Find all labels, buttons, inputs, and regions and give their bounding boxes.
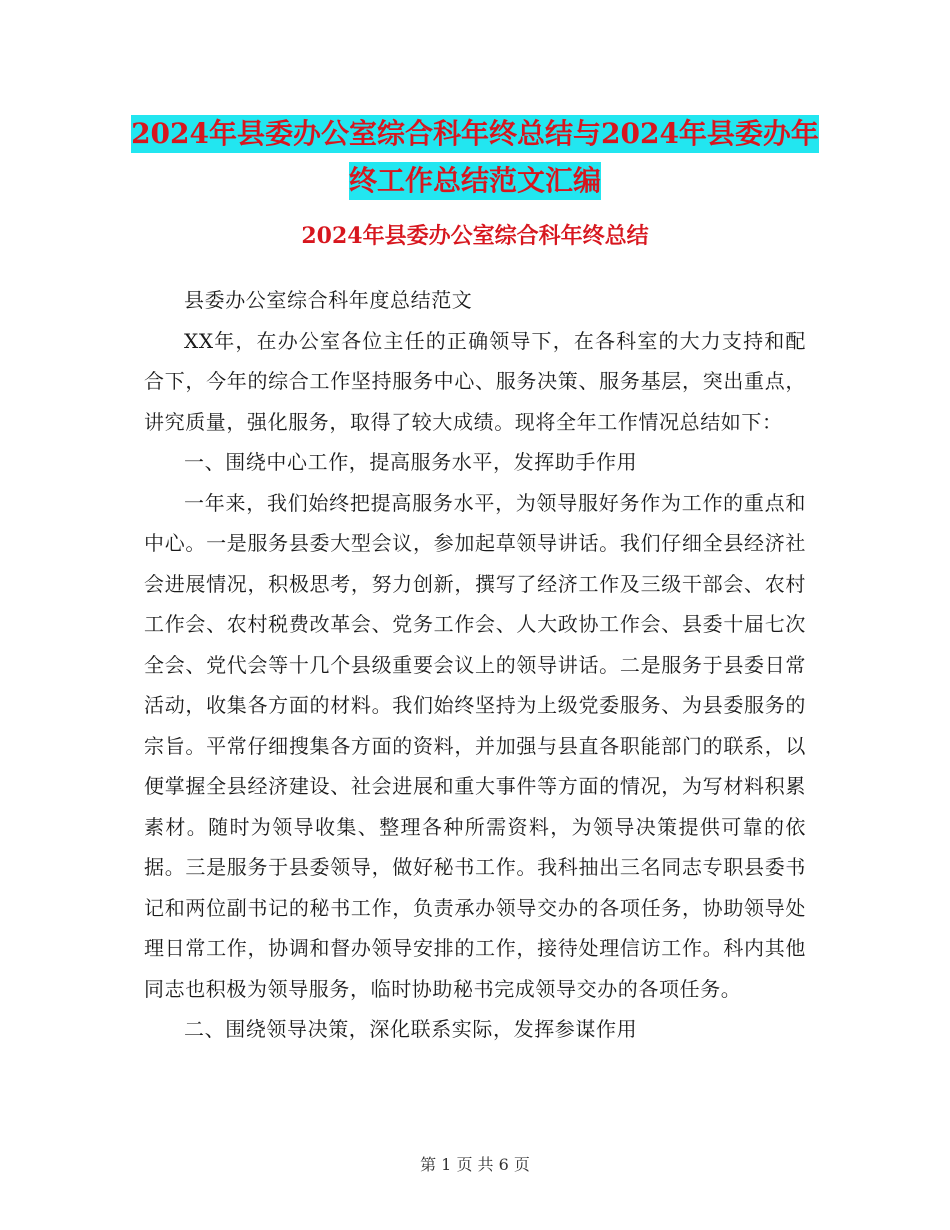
- paragraph-section-one: 一年来，我们始终把提高服务水平，为领导服好务作为工作的重点和中心。一是服务县委大型会议，参加起草领导讲话。我们仔细全县经济社会进展情况，积极思考，努力创新，撰写了经济工作及三级干部会、农村工作会、农村税费改革会、党务工作会、人大政协工作会、县委十届七次全会、党代会等十几个县级重要会议上的领导讲话。二是服务于县委日常活动，收集各方面的材料。我们始终坚持为上级党委服务、为县委服务的宗旨。平常仔细搜集各方面的资料，并加强与县直各职能部门的联系，以便掌握全县经济建设、社会进展和重大事件等方面的情况，为写材料积累素材。随时为领导收集、整理各种所需资料，为领导决策提供可靠的依据。三是服务于县委领导，做好秘书工作。我科抽出三名同志专职县委书记和两位副书记的秘书工作，负责承办领导交办的各项任务，协助领导处理日常工作，协调和督办领导安排的工作，接待处理信访工作。科内其他同志也积极为领导服务，临时协助秘书完成领导交办的各项任务。: [144, 490, 806, 1001]
- paragraph-intro: XX年，在办公室各位主任的正确领导下，在各科室的大力支持和配合下，今年的综合工作坚持服务中心、服务决策、服务基层，突出重点，讲究质量，强化服务，取得了较大成绩。现将全年工作情况总结如下：: [144, 328, 806, 434]
- document-title: [0, 110, 950, 204]
- paragraph-subtitle: 县委办公室综合科年度总结范文: [184, 288, 473, 312]
- document-body: [144, 280, 806, 1050]
- heading-section-one: 一、围绕中心工作，提高服务水平，发挥助手作用: [184, 450, 638, 474]
- section-title: 2024年县委办公室综合科年终总结: [301, 223, 649, 249]
- page-footer: 第 1 页 共 6 页: [420, 1155, 530, 1174]
- document-title-line-2: 终工作总结范文汇编: [349, 162, 601, 200]
- document-title-line-1: 2024年县委办公室综合科年终总结与2024年县委办年: [131, 115, 819, 153]
- heading-section-two: 二、围绕领导决策，深化联系实际，发挥参谋作用: [184, 1017, 638, 1041]
